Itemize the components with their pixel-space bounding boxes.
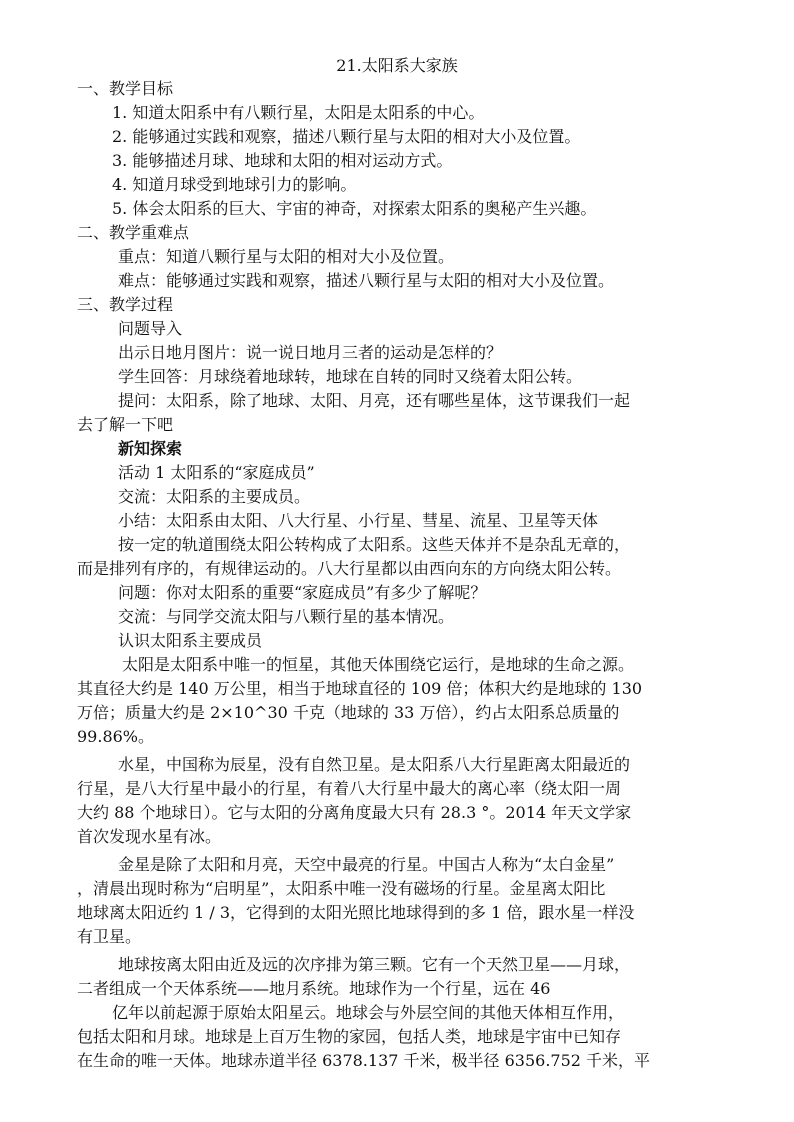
- paragraph-line: 万倍；质量大约是 2×10^30 千克（地球的 33 万倍），约占太阳系总质量的: [77, 703, 620, 722]
- subheading-new-knowledge: 新知探索: [118, 439, 183, 458]
- paragraph-line: 问题导入: [118, 319, 183, 338]
- paragraph-line: 活动 1 太阳系的“家庭成员”: [118, 463, 315, 482]
- paragraph-line: 包括太阳和月球。地球是上百万生物的家园，包括人类，地球是宇宙中已知存: [77, 1027, 622, 1046]
- paragraph-line: 行星，是八大行星中最小的行星，有着八大行星中最大的离心率（绕太阳一周: [77, 779, 622, 798]
- document-title: 21.太阳系大家族: [336, 56, 458, 75]
- objective-item: 4. 知道月球受到地球引力的影响。: [112, 175, 357, 194]
- paragraph-line: 地球离太阳近约 1 / 3，它得到的太阳光照比地球得到的多 1 倍，跟水星一样没: [77, 903, 635, 922]
- paragraph-line: 有卫星。: [77, 927, 142, 946]
- paragraph-line: 而是排列有序的，有规律运动的。八大行星都以由西向东的方向绕太阳公转。: [77, 559, 622, 578]
- difficult-point: 难点：能够通过实践和观察，描述八颗行星与太阳的相对大小及位置。: [118, 271, 615, 290]
- paragraph-line: 水星，中国称为辰星，没有自然卫星。是太阳系八大行星距离太阳最近的: [118, 755, 631, 774]
- paragraph-line: 交流：与同学交流太阳与八颗行星的基本情况。: [118, 607, 455, 626]
- paragraph-line: 99.86%。: [77, 727, 155, 746]
- section-heading-objectives: 一、教学目标: [77, 79, 174, 98]
- paragraph-line: 地球按离太阳由近及远的次序排为第三颗。它有一个天然卫星——月球，: [118, 955, 631, 974]
- key-point: 重点：知道八颗行星与太阳的相对大小及位置。: [118, 247, 455, 266]
- section-heading-process: 三、教学过程: [77, 295, 174, 314]
- paragraph-line: 大约 88 个地球日）。它与太阳的分离角度最大只有 28.3 °。2014 年天文学家: [77, 803, 632, 822]
- paragraph-line: 去了解一下吧: [77, 415, 174, 434]
- paragraph-line: 出示日地月图片：说一说日地月三者的运动是怎样的？: [118, 343, 503, 362]
- paragraph-line: 太阳是太阳系中唯一的恒星，其他天体围绕它运行，是地球的生命之源。: [122, 655, 635, 674]
- paragraph-line: 金星是除了太阳和月亮，天空中最亮的行星。中国古人称为“太白金星”: [118, 855, 615, 874]
- paragraph-line: 交流：太阳系的主要成员。: [118, 487, 311, 506]
- paragraph-line: ，清晨出现时称为“启明星”，太阳系中唯一没有磁场的行星。金星离太阳比: [77, 879, 606, 898]
- paragraph-line: 二者组成一个天体系统——地月系统。地球作为一个行星，远在 46: [77, 979, 551, 998]
- paragraph-line: 首次发现水星有冰。: [77, 827, 222, 846]
- paragraph-line: 小结：太阳系由太阳、八大行星、小行星、彗星、流星、卫星等天体: [118, 511, 599, 530]
- paragraph-line: 问题：你对太阳系的重要“家庭成员”有多少了解呢？: [118, 583, 487, 602]
- paragraph-line: 按一定的轨道围绕太阳公转构成了太阳系。这些天体并不是杂乱无章的，: [118, 535, 631, 554]
- paragraph-line: 其直径大约是 140 万公里，相当于地球直径的 109 倍；体积大约是地球的 130: [77, 679, 643, 698]
- objective-item: 2. 能够通过实践和观察，描述八颗行星与太阳的相对大小及位置。: [112, 127, 581, 146]
- paragraph-line: 在生命的唯一天体。地球赤道半径 6378.137 千米，极半径 6356.752 千米，平: [77, 1051, 651, 1070]
- section-heading-key-points: 二、教学重难点: [77, 223, 190, 242]
- objective-item: 3. 能够描述月球、地球和太阳的相对运动方式。: [112, 151, 453, 170]
- paragraph-line: 认识太阳系主要成员: [118, 631, 263, 650]
- paragraph-line: 学生回答：月球绕着地球转，地球在自转的同时又绕着太阳公转。: [118, 367, 583, 386]
- paragraph-line: 提问：太阳系，除了地球、太阳、月亮，还有哪些星体，这节课我们一起: [118, 391, 631, 410]
- objective-item: 5. 体会太阳系的巨大、宇宙的神奇，对探索太阳系的奥秘产生兴趣。: [112, 199, 597, 218]
- paragraph-line: 亿年以前起源于原始太阳星云。地球会与外层空间的其他天体相互作用，: [112, 1003, 625, 1022]
- objective-item: 1. 知道太阳系中有八颗行星，太阳是太阳系的中心。: [112, 103, 485, 122]
